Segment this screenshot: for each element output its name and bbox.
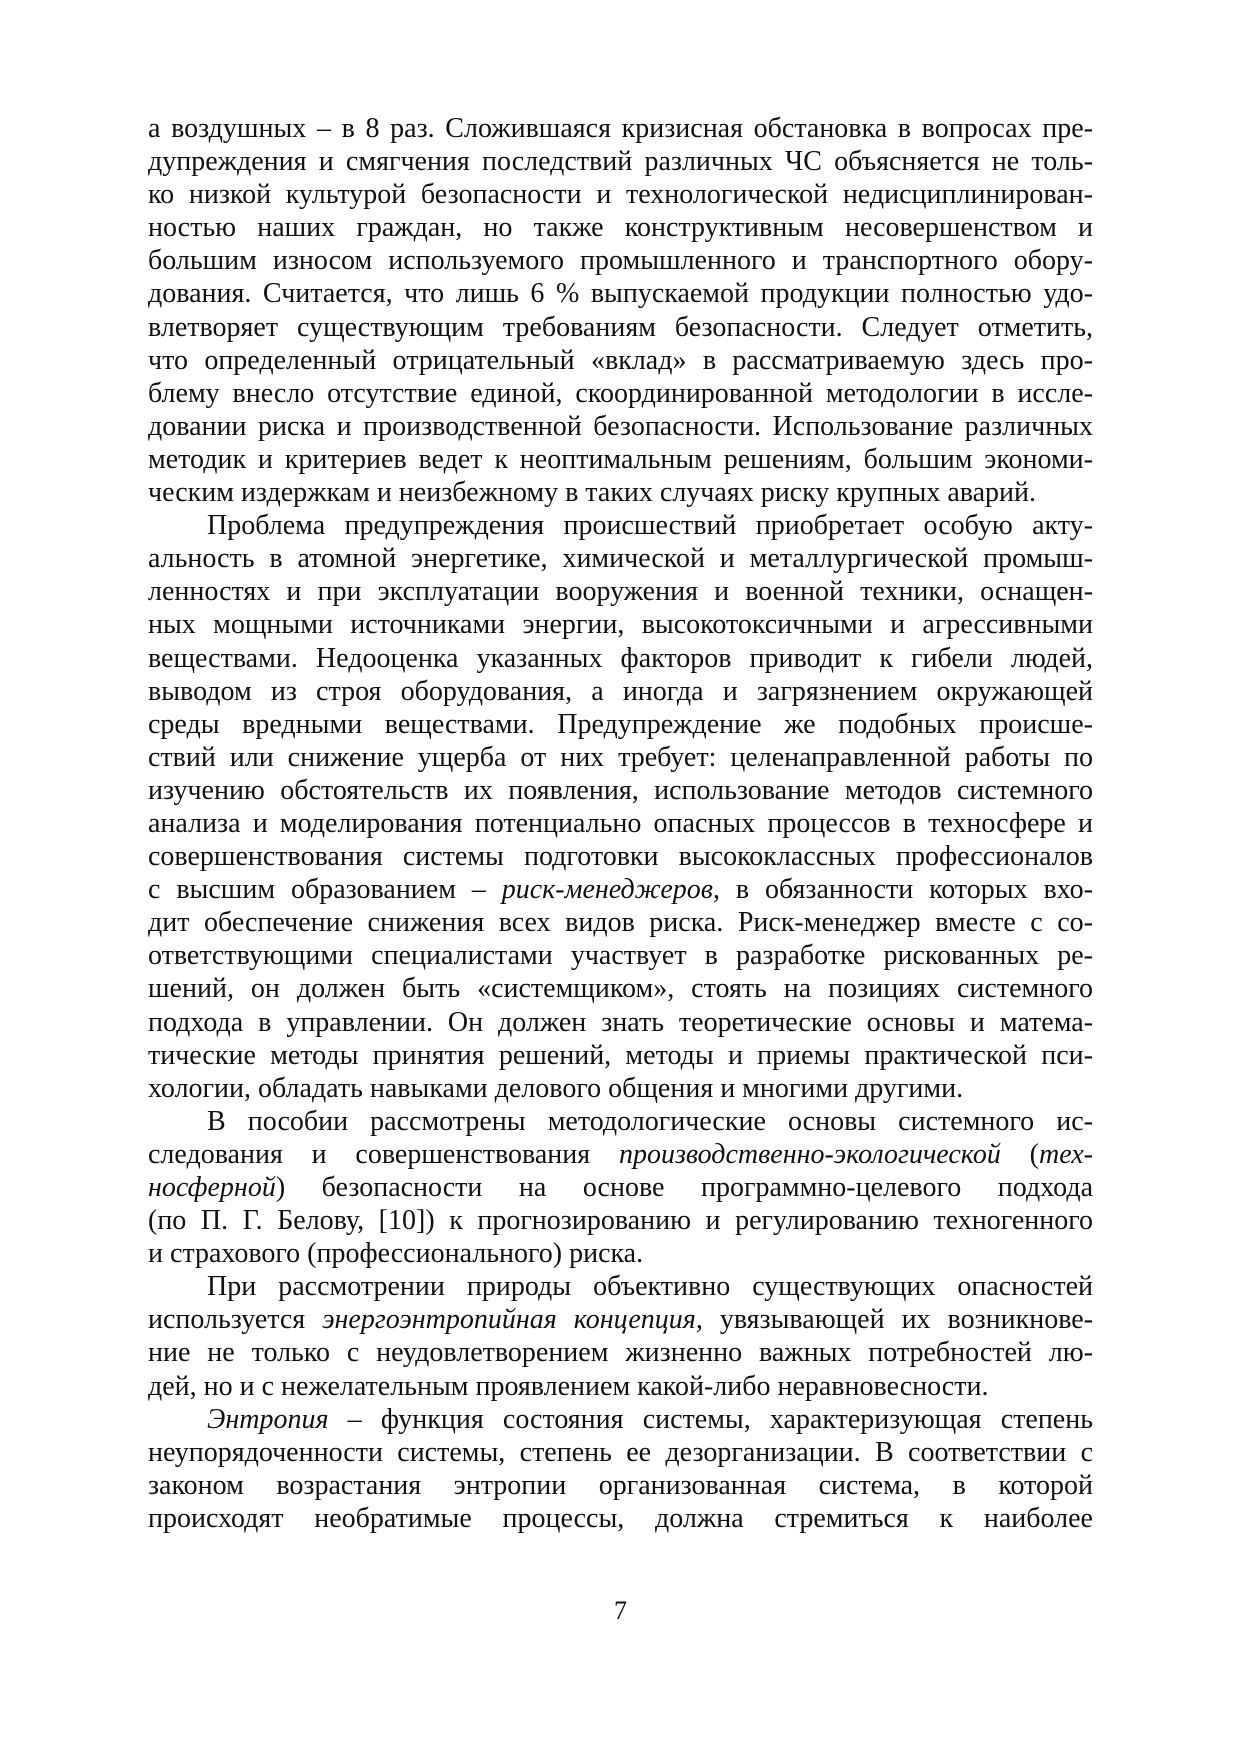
text-line: довании риска и производственной безопасности. Использование различных	[148, 410, 1093, 442]
text-line: совершенствования системы подготовки высококлассных профессионалов	[148, 841, 1093, 873]
text-line: большим износом используемого промышленного и транспортного обору-	[148, 245, 1093, 277]
text-line: ных мощными источниками энергии, высокотоксичными и агрессивными	[148, 609, 1093, 641]
paragraph-4	[148, 1270, 1093, 1402]
emphasis-term: тех-	[1038, 1138, 1093, 1170]
text-line: ствий или снижение ущерба от них требует: целенаправленной работы по	[148, 741, 1093, 773]
emphasis-term: производственно-экологической	[618, 1138, 1001, 1170]
paragraph-2	[148, 509, 1093, 1105]
text-line	[148, 1138, 1093, 1171]
text-line: Проблема предупреждения происшествий приобретает особую акту-	[207, 510, 1093, 542]
text-run: , в обязанности которых вхо-	[712, 874, 1093, 906]
text-line: выводом из строя оборудования, а иногда и загрязнением окружающей	[148, 675, 1093, 707]
text-line	[148, 1171, 1093, 1204]
page-body	[148, 112, 1093, 1535]
text-line: влетворяет существующим требованиям безопасности. Следует отметить,	[148, 311, 1093, 343]
emphasis-term: энергоэнтропийная концепция,	[322, 1304, 703, 1336]
paragraph-1	[148, 112, 1093, 509]
text-line: тические методы принятия решений, методы и приемы практической пси-	[148, 1039, 1093, 1071]
text-run: используется	[148, 1304, 323, 1336]
text-line: ностью наших граждан, но также конструктивным несовершенством и	[148, 212, 1093, 244]
page-number: 7	[614, 1596, 627, 1625]
text-line: а воздушных – в 8 раз. Сложившаяся кризисная обстановка в вопросах пре-	[148, 113, 1093, 144]
text-run: (	[1000, 1138, 1039, 1170]
text-line: происходят необратимые процессы, должна стремиться к наиболее	[148, 1502, 1093, 1534]
text-line: ответствующими специалистами участвует в разработке рискованных ре-	[148, 940, 1093, 972]
text-line: При рассмотрении природы объективно существующих опасностей	[207, 1271, 1093, 1303]
text-line: хологии, обладать навыками делового общения и многими другими.	[148, 1072, 964, 1104]
text-line: альность в атомной энергетике, химической и металлургической промыш-	[148, 543, 1093, 575]
paragraph-3	[148, 1105, 1093, 1270]
text-line: подхода в управлении. Он должен знать теоретические основы и матема-	[148, 1006, 1093, 1038]
text-line: дей, но и с нежелательным проявлением какой-либо неравновесности.	[148, 1370, 989, 1402]
text-line: законом возрастания энтропии организованная система, в которой	[148, 1469, 1093, 1501]
text-line: анализа и моделирования потенциально опасных процессов в техносфере и	[148, 807, 1093, 839]
text-line: среды вредными веществами. Предупреждение же подобных происше-	[148, 708, 1093, 740]
text-line: и страхового (профессионального) риска.	[148, 1238, 644, 1270]
text-line: (по П. Г. Белову, [10]) к прогнозированию и регулированию техногенного	[148, 1205, 1093, 1237]
text-line: ко низкой культурой безопасности и технологической недисциплинирован-	[148, 179, 1093, 211]
text-run: увязывающей их возникнове-	[702, 1304, 1094, 1336]
paragraph-5	[148, 1403, 1093, 1535]
text-line	[148, 873, 1093, 906]
text-line: шений, он должен быть «системщиком», стоять на позициях системного	[148, 973, 1093, 1005]
text-line: ние не только с неудовлетворением жизненно важных потребностей лю-	[148, 1337, 1093, 1369]
text-line: изучению обстоятельств их появления, использование методов системного	[148, 774, 1093, 806]
text-line: дования. Считается, что лишь 6 % выпускаемой продукции полностью удо-	[148, 278, 1093, 310]
text-line: ленностях и при эксплуатации вооружения и военной техники, оснащен-	[148, 576, 1093, 608]
text-line: что определенный отрицательный «вклад» в рассматриваемую здесь про-	[148, 344, 1093, 376]
text-line: методик и критериев ведет к неоптимальным решениям, большим экономи-	[148, 443, 1093, 475]
text-line	[148, 1303, 1093, 1336]
text-line: В пособии рассмотрены методологические основы системного ис-	[207, 1105, 1093, 1137]
text-line	[148, 1403, 1093, 1436]
text-line: неупорядоченности системы, степень ее дезорганизации. В соответствии с	[148, 1436, 1093, 1468]
emphasis-term: носферной	[148, 1172, 276, 1203]
text-run: ) безопасности на основе программно-целевого подхода	[275, 1172, 1093, 1203]
text-run: – функция состояния системы, характеризующая степень	[328, 1403, 1093, 1435]
emphasis-term: риск-менеджеров	[501, 874, 713, 906]
text-line: веществами. Недооценка указанных факторов приводит к гибели людей,	[148, 642, 1093, 674]
text-line: ческим издержкам и неизбежному в таких случаях риску крупных аварий.	[148, 477, 1037, 509]
emphasis-term: Энтропия	[207, 1403, 329, 1435]
text-line: дит обеспечение снижения всех видов риска. Риск-менеджер вместе с со-	[148, 907, 1093, 939]
text-line: дупреждения и смягчения последствий различных ЧС объясняется не толь-	[148, 146, 1093, 178]
text-run: следования и совершенствования	[148, 1138, 619, 1170]
text-line: блему внесло отсутствие единой, скоординированной методологии в иссле-	[148, 377, 1093, 409]
text-run: с высшим образованием –	[148, 874, 502, 906]
